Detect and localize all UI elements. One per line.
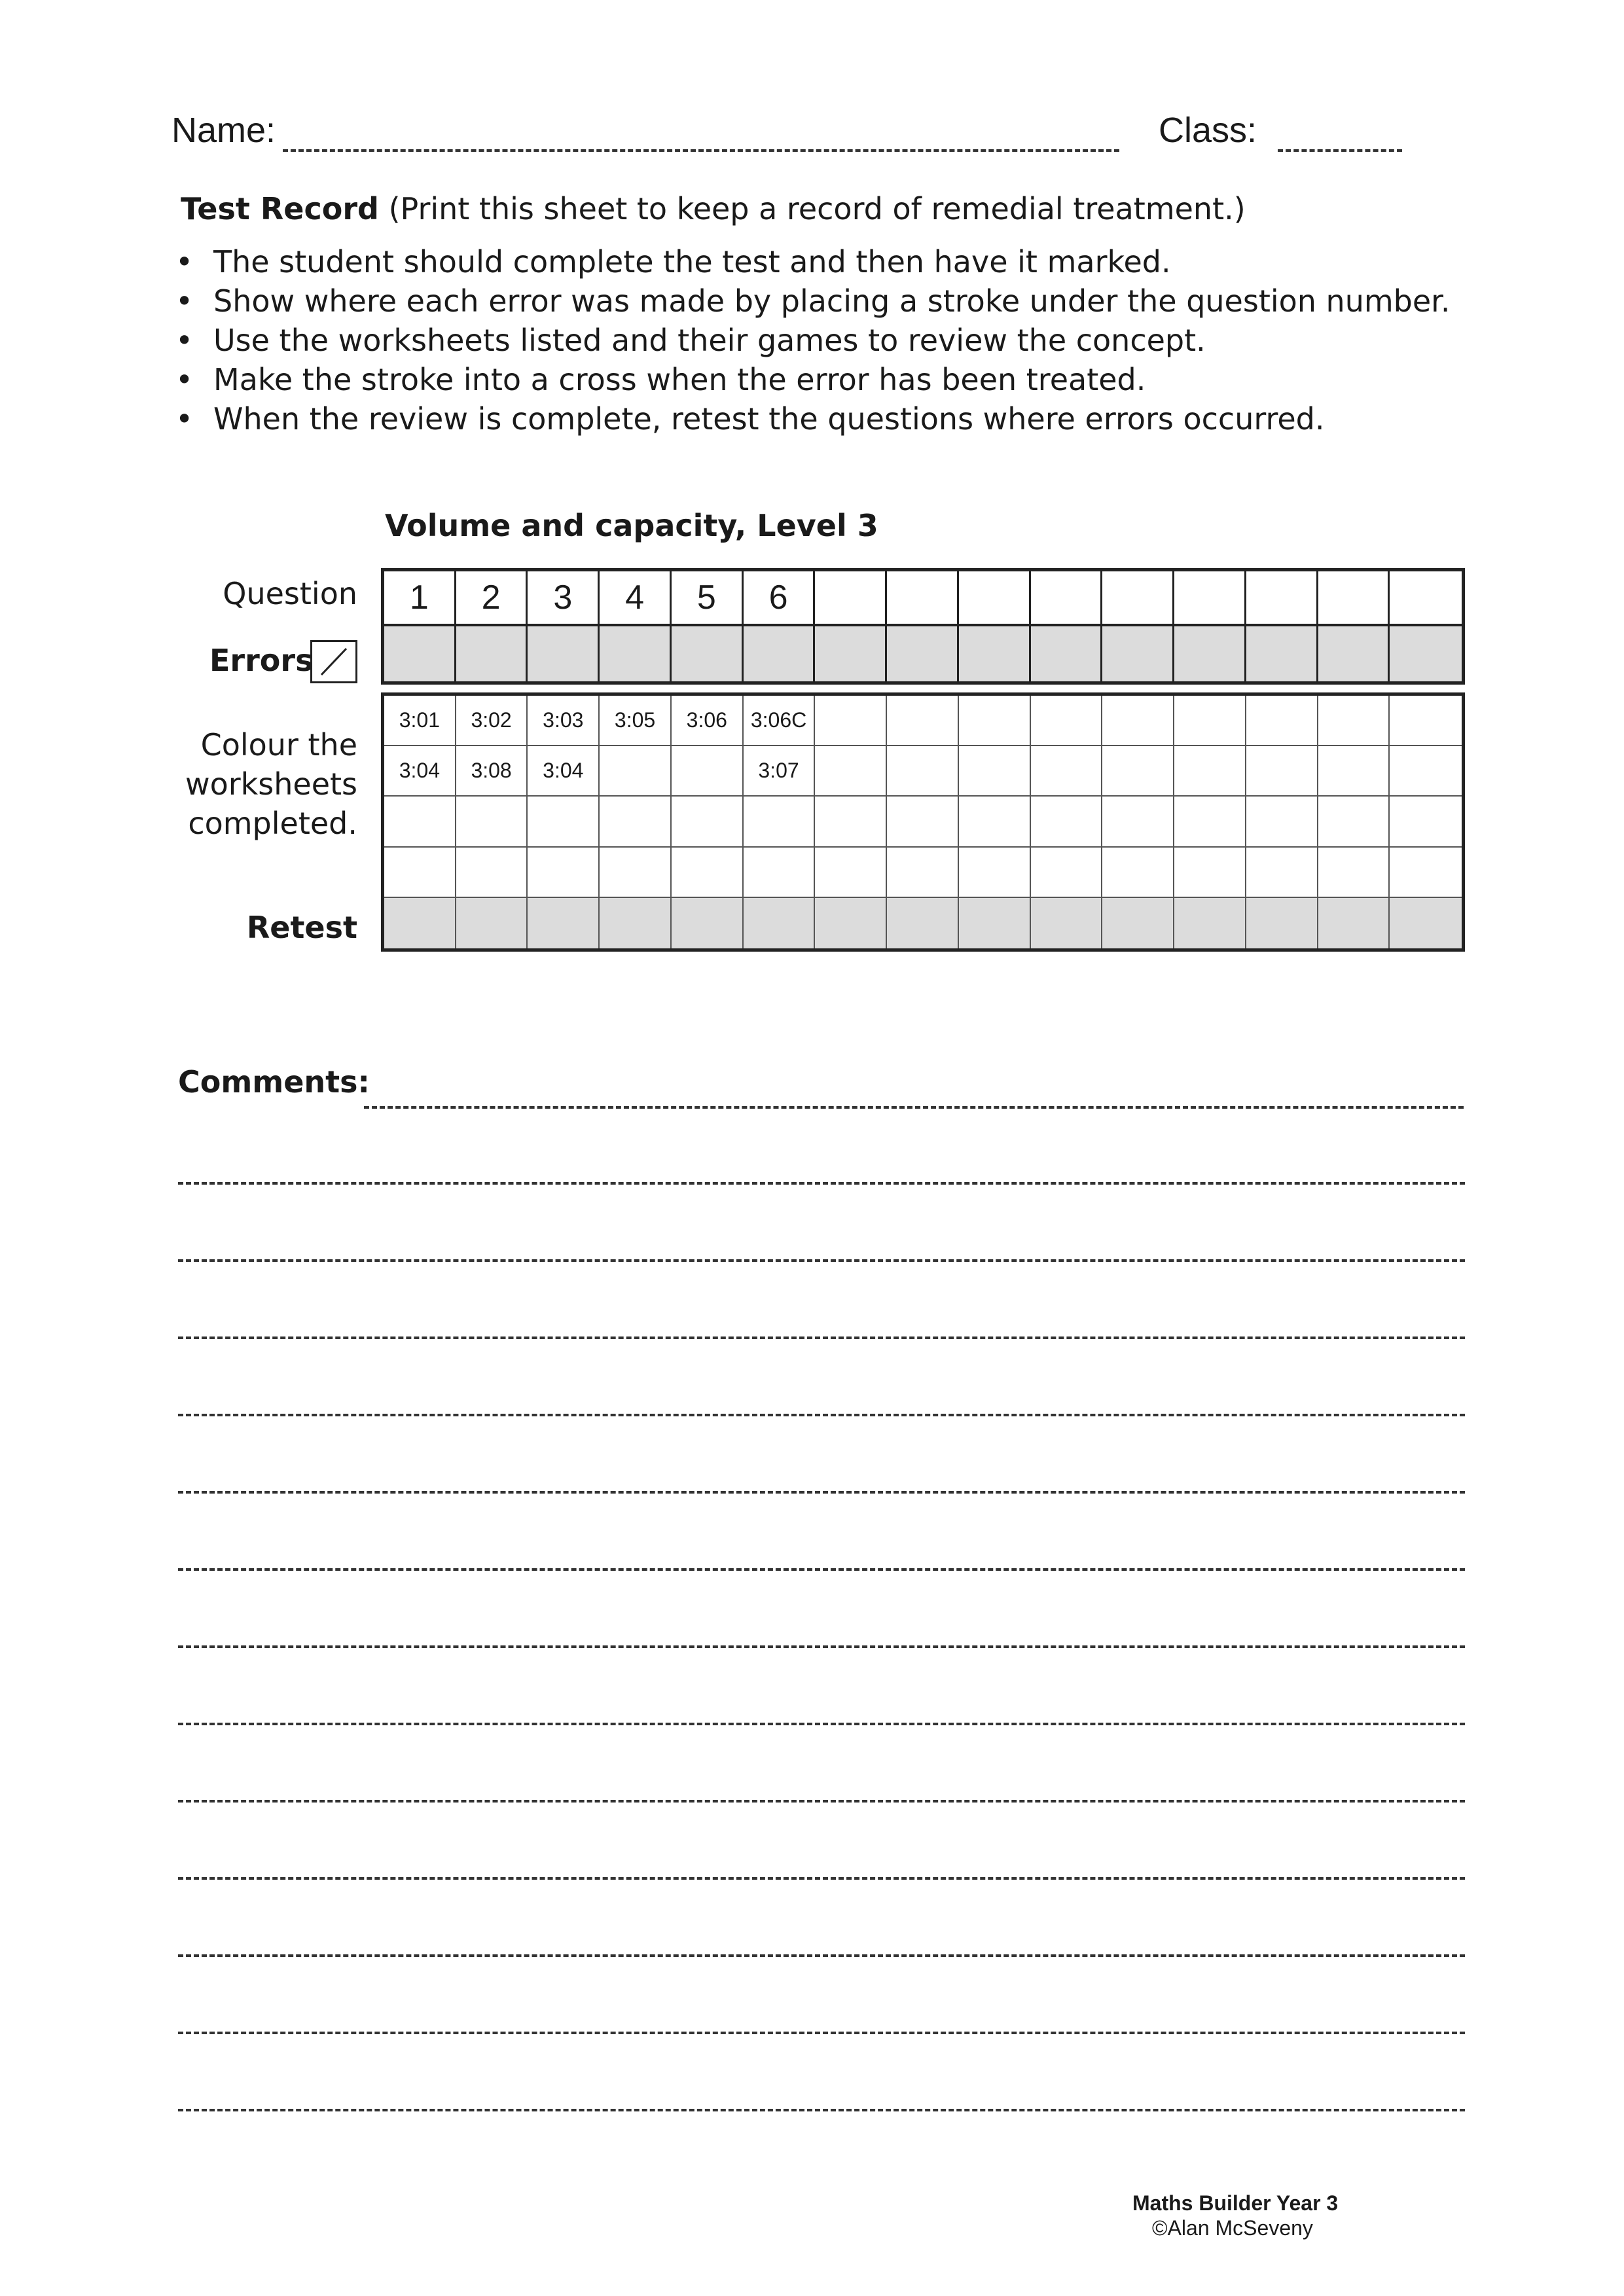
comment-line[interactable] <box>178 1645 1465 1648</box>
worksheet-cell[interactable] <box>1318 746 1390 797</box>
worksheet-cell[interactable] <box>815 848 887 898</box>
comment-line[interactable] <box>178 1491 1465 1494</box>
retest-cell[interactable] <box>672 898 744 948</box>
worksheet-cell[interactable] <box>815 696 887 746</box>
question-row-label: Question <box>223 576 357 611</box>
worksheet-cell[interactable] <box>1174 848 1246 898</box>
instruction-item: • When the review is complete, retest the questions where errors occurred. <box>170 399 1450 439</box>
worksheet-cell[interactable] <box>1174 746 1246 797</box>
error-mark-cell[interactable] <box>1318 626 1390 681</box>
worksheet-cell[interactable] <box>887 797 959 847</box>
question-number-cell <box>1031 571 1103 626</box>
retest-cell[interactable] <box>1390 898 1462 948</box>
worksheet-cell[interactable] <box>1318 696 1390 746</box>
question-number-cell <box>887 571 959 626</box>
worksheet-cell[interactable] <box>815 746 887 797</box>
footer-author: ©Alan McSeveny <box>1152 2216 1313 2240</box>
test-record-subtitle: (Print this sheet to keep a record of remedial treatment.) <box>388 191 1246 226</box>
worksheet-cell[interactable] <box>1246 746 1318 797</box>
worksheet-cell[interactable] <box>1390 746 1462 797</box>
comment-line[interactable] <box>178 1182 1465 1185</box>
error-mark-cell[interactable] <box>1031 626 1103 681</box>
worksheet-cell[interactable] <box>1102 797 1174 847</box>
question-number-cell <box>1102 571 1174 626</box>
retest-cell[interactable] <box>1246 898 1318 948</box>
worksheets-retest-grid <box>381 692 1465 952</box>
retest-cell[interactable] <box>528 898 600 948</box>
retest-cell[interactable] <box>456 898 528 948</box>
footer-title: Maths Builder Year 3 <box>1132 2191 1339 2215</box>
worksheet-cell[interactable] <box>887 746 959 797</box>
retest-cell[interactable] <box>1031 898 1103 948</box>
instruction-item: • The student should complete the test and then have it marked. <box>170 242 1450 281</box>
worksheet-cell[interactable] <box>959 746 1031 797</box>
worksheet-cell[interactable] <box>1031 848 1103 898</box>
instruction-item: • Show where each error was made by placing a stroke under the question number. <box>170 281 1450 321</box>
worksheet-cell[interactable] <box>672 797 744 847</box>
worksheet-cell[interactable] <box>600 797 672 847</box>
instruction-item: • Use the worksheets listed and their games to review the concept. <box>170 321 1450 360</box>
error-mark-cell[interactable] <box>887 626 959 681</box>
worksheet-cell[interactable] <box>1031 797 1103 847</box>
worksheet-cell[interactable] <box>1246 848 1318 898</box>
question-number-cell: 1 <box>384 571 456 626</box>
worksheet-cell[interactable] <box>1246 696 1318 746</box>
retest-cell[interactable] <box>1102 898 1174 948</box>
comment-line[interactable] <box>178 1259 1465 1262</box>
question-number-cell: 6 <box>744 571 816 626</box>
retest-cell[interactable] <box>600 898 672 948</box>
worksheet-cell[interactable] <box>528 848 600 898</box>
error-mark-cell[interactable] <box>456 626 528 681</box>
worksheet-cell[interactable]: 3:04 <box>528 746 600 797</box>
instructions-list <box>170 242 1450 439</box>
class-line[interactable] <box>1278 149 1402 152</box>
retest-cell[interactable] <box>887 898 959 948</box>
colour-label-line: Colour the <box>200 727 357 762</box>
question-number-cell <box>1390 571 1462 626</box>
comment-line[interactable] <box>178 2032 1465 2034</box>
worksheet-cell[interactable] <box>1174 696 1246 746</box>
worksheet-cell[interactable] <box>815 797 887 847</box>
error-mark-cell[interactable] <box>1246 626 1318 681</box>
error-mark-cell[interactable] <box>1174 626 1246 681</box>
question-number-cell <box>1174 571 1246 626</box>
question-number-cell: 4 <box>600 571 672 626</box>
errors-row-label: Errors <box>209 643 314 678</box>
colour-label-line: worksheets <box>185 766 357 802</box>
retest-cell[interactable] <box>1318 898 1390 948</box>
worksheet-cell[interactable] <box>456 797 528 847</box>
colour-worksheets-label <box>185 725 357 843</box>
error-mark-cell[interactable] <box>815 626 887 681</box>
comment-line[interactable] <box>178 1954 1465 1957</box>
question-number-cell <box>1246 571 1318 626</box>
worksheet-cell[interactable] <box>959 848 1031 898</box>
stroke-symbol-icon <box>310 640 357 683</box>
worksheet-cell[interactable] <box>1031 696 1103 746</box>
worksheet-cell[interactable] <box>384 848 456 898</box>
worksheet-cell[interactable]: 3:02 <box>456 696 528 746</box>
retest-cell[interactable] <box>384 898 456 948</box>
question-number-cell: 5 <box>672 571 744 626</box>
error-mark-cell[interactable] <box>959 626 1031 681</box>
error-mark-cell[interactable] <box>1102 626 1174 681</box>
comment-line[interactable] <box>178 1723 1465 1725</box>
class-label: Class: <box>1159 111 1257 150</box>
error-mark-cell[interactable] <box>600 626 672 681</box>
worksheet-cell[interactable] <box>1390 696 1462 746</box>
retest-row-label: Retest <box>246 910 357 945</box>
worksheet-cell[interactable] <box>744 797 816 847</box>
worksheet-cell[interactable] <box>959 797 1031 847</box>
comment-line[interactable] <box>178 1568 1465 1571</box>
worksheet-cell[interactable] <box>1102 746 1174 797</box>
worksheet-cell[interactable]: 3:04 <box>384 746 456 797</box>
worksheet-cell[interactable] <box>1246 797 1318 847</box>
worksheet-cell[interactable] <box>528 797 600 847</box>
worksheet-cell[interactable] <box>1102 848 1174 898</box>
instruction-item: • Make the stroke into a cross when the error has been treated. <box>170 360 1450 399</box>
worksheet-cell[interactable] <box>1031 746 1103 797</box>
table-title: Volume and capacity, Level 3 <box>385 508 878 543</box>
comment-line[interactable] <box>178 1414 1465 1416</box>
worksheet-cell[interactable]: 3:08 <box>456 746 528 797</box>
comment-line[interactable] <box>178 1800 1465 1803</box>
retest-cell[interactable] <box>1174 898 1246 948</box>
worksheet-cell[interactable] <box>1102 696 1174 746</box>
retest-cell[interactable] <box>959 898 1031 948</box>
worksheet-cell[interactable]: 3:07 <box>744 746 816 797</box>
test-record-heading <box>181 191 1246 226</box>
worksheet-cell[interactable] <box>600 746 672 797</box>
question-number-cell: 2 <box>456 571 528 626</box>
comment-line[interactable] <box>178 2109 1465 2111</box>
worksheet-cell[interactable] <box>456 848 528 898</box>
worksheet-cell[interactable]: 3:03 <box>528 696 600 746</box>
worksheet-cell[interactable]: 3:05 <box>600 696 672 746</box>
retest-cell[interactable] <box>744 898 816 948</box>
worksheet-cell[interactable]: 3:01 <box>384 696 456 746</box>
worksheet-cell[interactable] <box>1390 797 1462 847</box>
comment-line[interactable] <box>178 1877 1465 1880</box>
worksheet-cell[interactable] <box>887 696 959 746</box>
worksheet-cell[interactable]: 3:06 <box>672 696 744 746</box>
error-mark-cell[interactable] <box>672 626 744 681</box>
name-line[interactable] <box>283 149 1119 152</box>
error-mark-cell[interactable] <box>384 626 456 681</box>
comment-line[interactable] <box>364 1106 1464 1109</box>
question-number-cell <box>815 571 887 626</box>
question-number-cell <box>959 571 1031 626</box>
worksheet-cell[interactable] <box>672 848 744 898</box>
worksheet-cell[interactable] <box>959 696 1031 746</box>
error-mark-cell[interactable] <box>528 626 600 681</box>
question-number-cell <box>1318 571 1390 626</box>
worksheet-cell[interactable] <box>744 848 816 898</box>
worksheet-cell[interactable] <box>887 848 959 898</box>
colour-label-line: completed. <box>188 806 357 841</box>
worksheet-cell[interactable] <box>600 848 672 898</box>
question-number-cell: 3 <box>528 571 600 626</box>
retest-cell[interactable] <box>815 898 887 948</box>
test-record-title: Test Record <box>181 191 379 226</box>
worksheet-cell[interactable]: 3:06C <box>744 696 816 746</box>
worksheet-cell[interactable] <box>384 797 456 847</box>
name-label: Name: <box>171 111 276 150</box>
worksheet-cell[interactable] <box>1390 848 1462 898</box>
worksheet-cell[interactable] <box>1318 797 1390 847</box>
question-errors-grid <box>381 568 1465 685</box>
error-mark-cell[interactable] <box>744 626 816 681</box>
worksheet-cell[interactable] <box>1318 848 1390 898</box>
comments-label: Comments: <box>178 1064 370 1100</box>
comment-line[interactable] <box>178 1336 1465 1339</box>
worksheet-cell[interactable] <box>672 746 744 797</box>
error-mark-cell[interactable] <box>1390 626 1462 681</box>
worksheet-cell[interactable] <box>1174 797 1246 847</box>
